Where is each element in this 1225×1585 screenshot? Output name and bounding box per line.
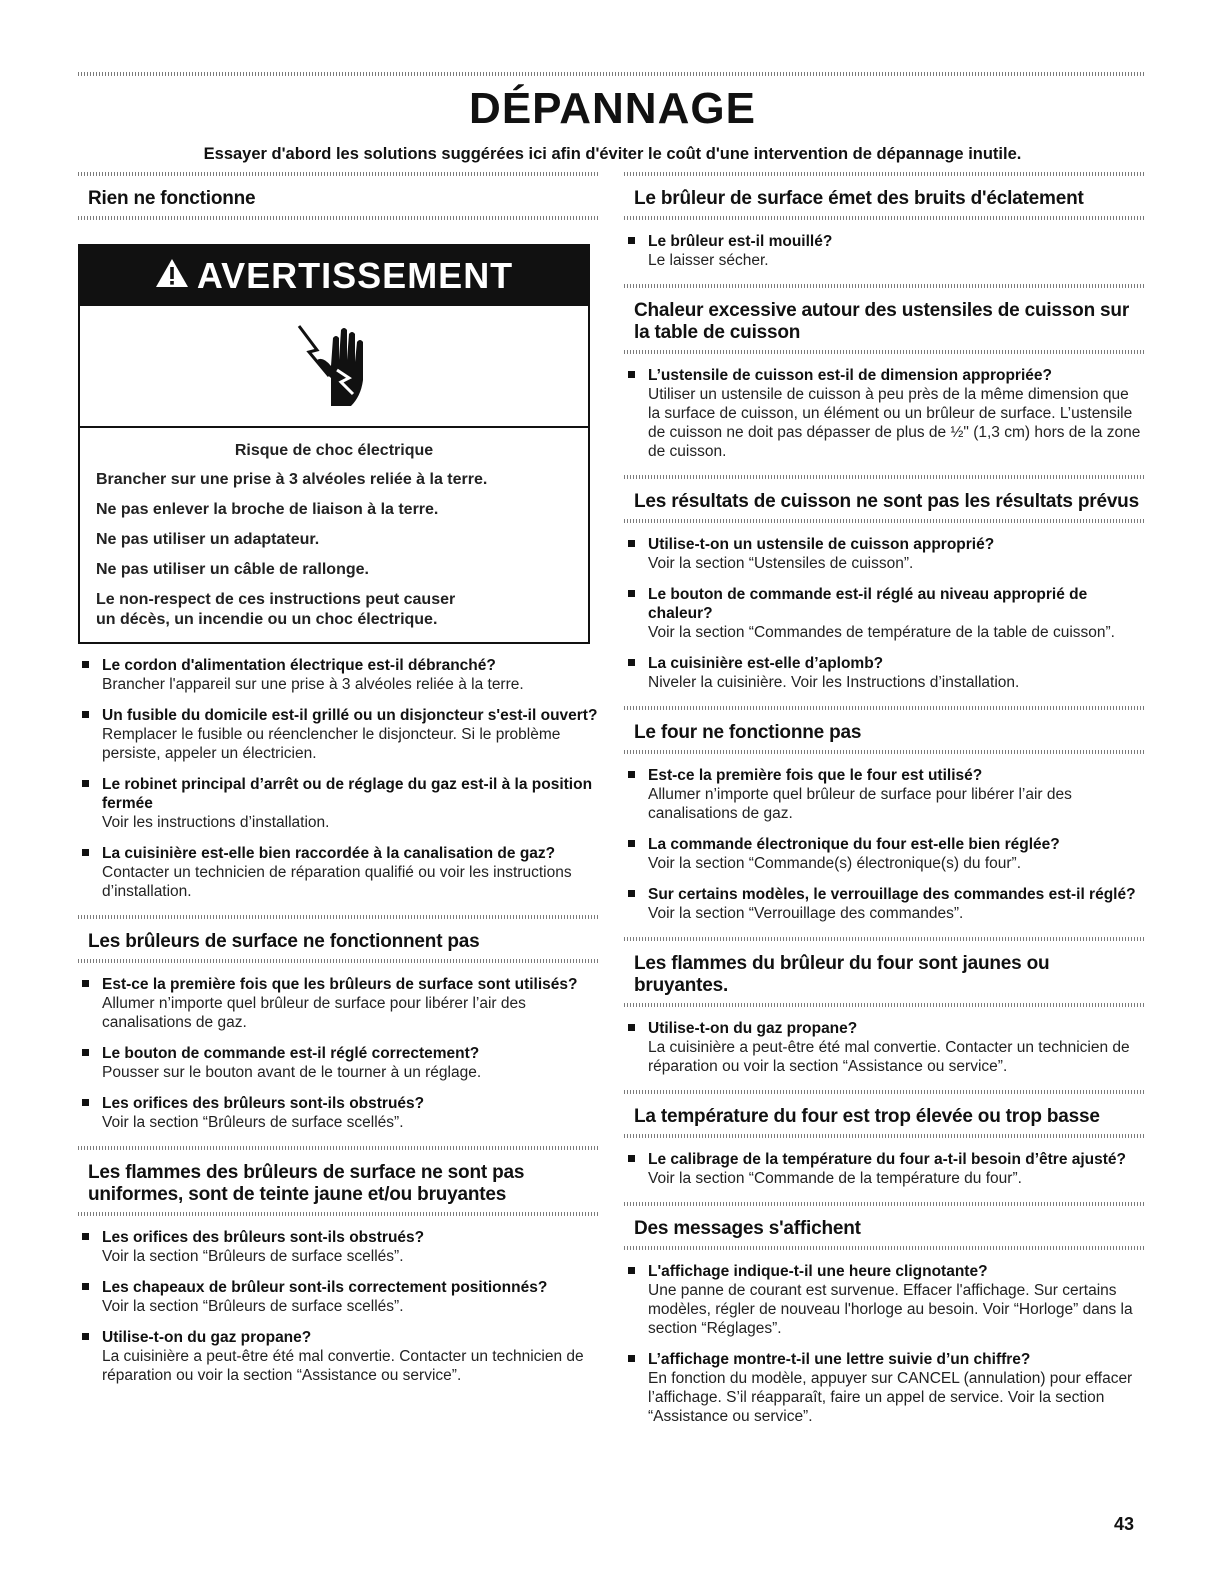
bullet-icon <box>628 371 635 378</box>
section-rule <box>624 350 1144 354</box>
section-rule <box>624 216 1144 220</box>
warning-triangle-icon <box>155 255 189 297</box>
section-chaleur-excessive <box>624 284 1144 461</box>
list-item <box>78 844 598 901</box>
question: Le brûleur est-il mouillé? <box>648 233 833 250</box>
warning-risk: Risque de choc électrique <box>234 442 434 459</box>
section-title: Chaleur excessive autour des ustensiles de cuisson sur la table de cuisson <box>634 300 1130 343</box>
section-rule <box>624 750 1144 754</box>
answer: Voir la section “Commande(s) électronique(s) du four”. <box>648 855 1022 872</box>
warning-instruction: Brancher sur une prise à 3 alvéoles reliée à la terre. <box>96 471 488 488</box>
section-title: Les flammes des brûleurs de surface ne sont pas uniformes, sont de teinte jaune et/ou bruyantes <box>88 1162 525 1205</box>
page-subtitle: Essayer d'abord les solutions suggérées ici afin d'éviter le coût d'une intervention de dépannage inutile. <box>203 145 1022 163</box>
answer: La cuisinière a peut-être été mal convertie. Contacter un technicien de réparation ou voir la section “Assistance ou service”. <box>102 1348 584 1384</box>
warning-consequence: un décès, un incendie ou un choc électrique. <box>96 611 438 628</box>
bullet-icon <box>82 1333 89 1340</box>
question: Sur certains modèles, le verrouillage des commandes est-il réglé? <box>648 886 1136 903</box>
left-column <box>78 172 598 1399</box>
page-number: 43 <box>1114 1514 1135 1534</box>
answer: En fonction du modèle, appuyer sur CANCEL (annulation) pour effacer l’affichage. S’il réapparaît, faire un appel de service. Voir la section “Assistance ou service”. <box>648 1370 1133 1425</box>
section-rule <box>624 1003 1144 1007</box>
answer: Voir la section “Commandes de température de la table de cuisson”. <box>648 624 1115 641</box>
bullet-icon <box>82 1233 89 1240</box>
list-item <box>78 706 598 763</box>
list-item <box>624 1350 1144 1426</box>
section-title: Les résultats de cuisson ne sont pas les résultats prévus <box>634 491 1139 512</box>
list-item <box>78 775 598 832</box>
question: La cuisinière est-elle d’aplomb? <box>648 655 884 672</box>
warning-box <box>78 244 590 644</box>
section-bruits-eclatement <box>624 172 1144 270</box>
bullet-icon <box>628 771 635 778</box>
bullet-icon <box>628 237 635 244</box>
bullet-icon <box>628 540 635 547</box>
bullet-icon <box>628 1024 635 1031</box>
list-item <box>624 535 1144 573</box>
question: Est-ce la première fois que le four est utilisé? <box>648 767 983 784</box>
bullet-icon <box>82 661 89 668</box>
bullet-icon <box>628 1355 635 1362</box>
answer: Voir la section “Commande de la température du four”. <box>648 1170 1022 1187</box>
list-item <box>78 656 598 694</box>
question: L’ustensile de cuisson est-il de dimension appropriée? <box>648 367 1052 384</box>
warning-heading: AVERTISSEMENT <box>196 255 514 296</box>
section-rien-ne-fonctionne <box>78 172 598 901</box>
answer: Utiliser un ustensile de cuisson à peu près de la même dimension que la surface de cuisson, un élément ou un brûleur de surface. L’ustensile de cuisson ne doit pas dépasser de plus de ½" (1,3 cm) hors de la zone de cuisson. <box>648 386 1141 460</box>
list-item <box>78 975 598 1032</box>
question: Utilise-t-on du gaz propane? <box>102 1329 312 1346</box>
list-item <box>78 1094 598 1132</box>
right-column <box>624 172 1144 1440</box>
question: Les chapeaux de brûleur sont-ils correctement positionnés? <box>102 1279 548 1296</box>
question: Utilise-t-on du gaz propane? <box>648 1020 858 1037</box>
bullet-icon <box>82 711 89 718</box>
list-item <box>624 232 1144 270</box>
answer: Voir la section “Verrouillage des commandes”. <box>648 905 964 922</box>
answer: Remplacer le fusible ou réenclencher le disjoncteur. Si le problème persiste, appeler un électricien. <box>102 726 561 762</box>
bullet-icon <box>82 980 89 987</box>
list-item <box>78 1278 598 1316</box>
answer: Allumer n’importe quel brûleur de surface pour libérer l’air des canalisations de gaz. <box>102 995 526 1031</box>
answer: Allumer n’importe quel brûleur de surface pour libérer l’air des canalisations de gaz. <box>648 786 1072 822</box>
list-item <box>624 1262 1144 1338</box>
list-item <box>624 766 1144 823</box>
section-rule <box>78 959 598 963</box>
top-dotted-rule <box>78 72 1146 76</box>
section-resultats-cuisson <box>624 475 1144 692</box>
section-rule <box>624 519 1144 523</box>
section-title: La température du four est trop élevée ou trop basse <box>634 1106 1100 1127</box>
list-item <box>624 835 1144 873</box>
bullet-icon <box>628 890 635 897</box>
answer: La cuisinière a peut-être été mal convertie. Contacter un technicien de réparation ou voir la section “Assistance ou service”. <box>648 1039 1130 1075</box>
list-item <box>624 1019 1144 1076</box>
page-title: DÉPANNAGE <box>469 84 756 133</box>
section-title: Les flammes du brûleur du four sont jaunes ou bruyantes. <box>634 953 1050 996</box>
question: L’affichage montre-t-il une lettre suivie d’un chiffre? <box>648 1351 1031 1368</box>
question: Le robinet principal d’arrêt ou de réglage du gaz est-il à la position fermée <box>102 776 593 812</box>
section-bruleurs-ne-fonctionnent-pas <box>78 915 598 1132</box>
question: Le cordon d'alimentation électrique est-il débranché? <box>102 657 496 674</box>
warning-instruction: Ne pas utiliser un adaptateur. <box>96 531 320 548</box>
bullet-icon <box>628 840 635 847</box>
list-item <box>78 1044 598 1082</box>
section-messages-affichent <box>624 1202 1144 1426</box>
bullet-icon <box>82 1099 89 1106</box>
answer: Voir la section “Brûleurs de surface scellés”. <box>102 1114 404 1131</box>
section-four-ne-fonctionne-pas <box>624 706 1144 923</box>
list-item <box>624 654 1144 692</box>
answer: Brancher l'appareil sur une prise à 3 alvéoles reliée à la terre. <box>102 676 524 693</box>
warning-consequence: Le non-respect de ces instructions peut causer <box>96 591 456 608</box>
bullet-icon <box>628 1267 635 1274</box>
list-item <box>624 1150 1144 1188</box>
section-flammes-four <box>624 937 1144 1076</box>
bullet-icon <box>82 780 89 787</box>
warning-header <box>80 246 588 306</box>
question: Les orifices des brûleurs sont-ils obstrués? <box>102 1229 425 1246</box>
question: La commande électronique du four est-elle bien réglée? <box>648 836 1060 853</box>
bullet-icon <box>628 590 635 597</box>
answer: Pousser sur le bouton avant de le tourner à un réglage. <box>102 1064 482 1081</box>
warning-instruction: Ne pas utiliser un câble de rallonge. <box>96 561 369 578</box>
bullet-icon <box>628 1155 635 1162</box>
list-item <box>624 585 1144 642</box>
question: Est-ce la première fois que les brûleurs de surface sont utilisés? <box>102 976 578 993</box>
list-item <box>624 885 1144 923</box>
answer: Contacter un technicien de réparation qualifié ou voir les instructions d’installation. <box>102 864 572 900</box>
list-item <box>624 366 1144 461</box>
question: Utilise-t-on un ustensile de cuisson approprié? <box>648 536 995 553</box>
question: Le bouton de commande est-il réglé au niveau approprié de chaleur? <box>648 586 1088 622</box>
question: Le calibrage de la température du four a-t-il besoin d’être ajusté? <box>648 1151 1127 1168</box>
section-title: Des messages s'affichent <box>634 1218 861 1239</box>
answer: Niveler la cuisinière. Voir les Instructions d’installation. <box>648 674 1020 691</box>
answer: Une panne de courant est survenue. Effacer l'affichage. Sur certains modèles, régler de nouveau l'horloge au besoin. Voir “Horloge” dans la section “Réglages”. <box>648 1282 1133 1337</box>
answer: Voir la section “Brûleurs de surface scellés”. <box>102 1298 404 1315</box>
electric-shock-hand-icon <box>80 306 588 428</box>
question: Le bouton de commande est-il réglé correctement? <box>102 1045 480 1062</box>
answer: Voir les instructions d’installation. <box>102 814 330 831</box>
bullet-icon <box>628 659 635 666</box>
section-rule <box>78 216 598 220</box>
question: Un fusible du domicile est-il grillé ou un disjoncteur s'est-il ouvert? <box>102 707 598 724</box>
section-temperature-four <box>624 1090 1144 1188</box>
warning-instruction: Ne pas enlever la broche de liaison à la terre. <box>96 501 439 518</box>
answer: Le laisser sécher. <box>648 252 769 269</box>
bullet-icon <box>82 849 89 856</box>
question: Les orifices des brûleurs sont-ils obstrués? <box>102 1095 425 1112</box>
section-title: Le four ne fonctionne pas <box>634 722 862 743</box>
section-title: Rien ne fonctionne <box>88 188 256 209</box>
list-item <box>78 1328 598 1385</box>
bullet-icon <box>82 1049 89 1056</box>
bullet-icon <box>82 1283 89 1290</box>
section-rule <box>78 1212 598 1216</box>
section-rule <box>624 1246 1144 1250</box>
section-flammes-bruleurs-surface <box>78 1146 598 1385</box>
list-item <box>78 1228 598 1266</box>
question: La cuisinière est-elle bien raccordée à la canalisation de gaz? <box>102 845 556 862</box>
section-title: Le brûleur de surface émet des bruits d'éclatement <box>634 188 1084 209</box>
answer: Voir la section “Ustensiles de cuisson”. <box>648 555 914 572</box>
section-title: Les brûleurs de surface ne fonctionnent pas <box>88 931 480 952</box>
section-rule <box>624 1134 1144 1138</box>
answer: Voir la section “Brûleurs de surface scellés”. <box>102 1248 404 1265</box>
question: L'affichage indique-t-il une heure clignotante? <box>648 1263 988 1280</box>
